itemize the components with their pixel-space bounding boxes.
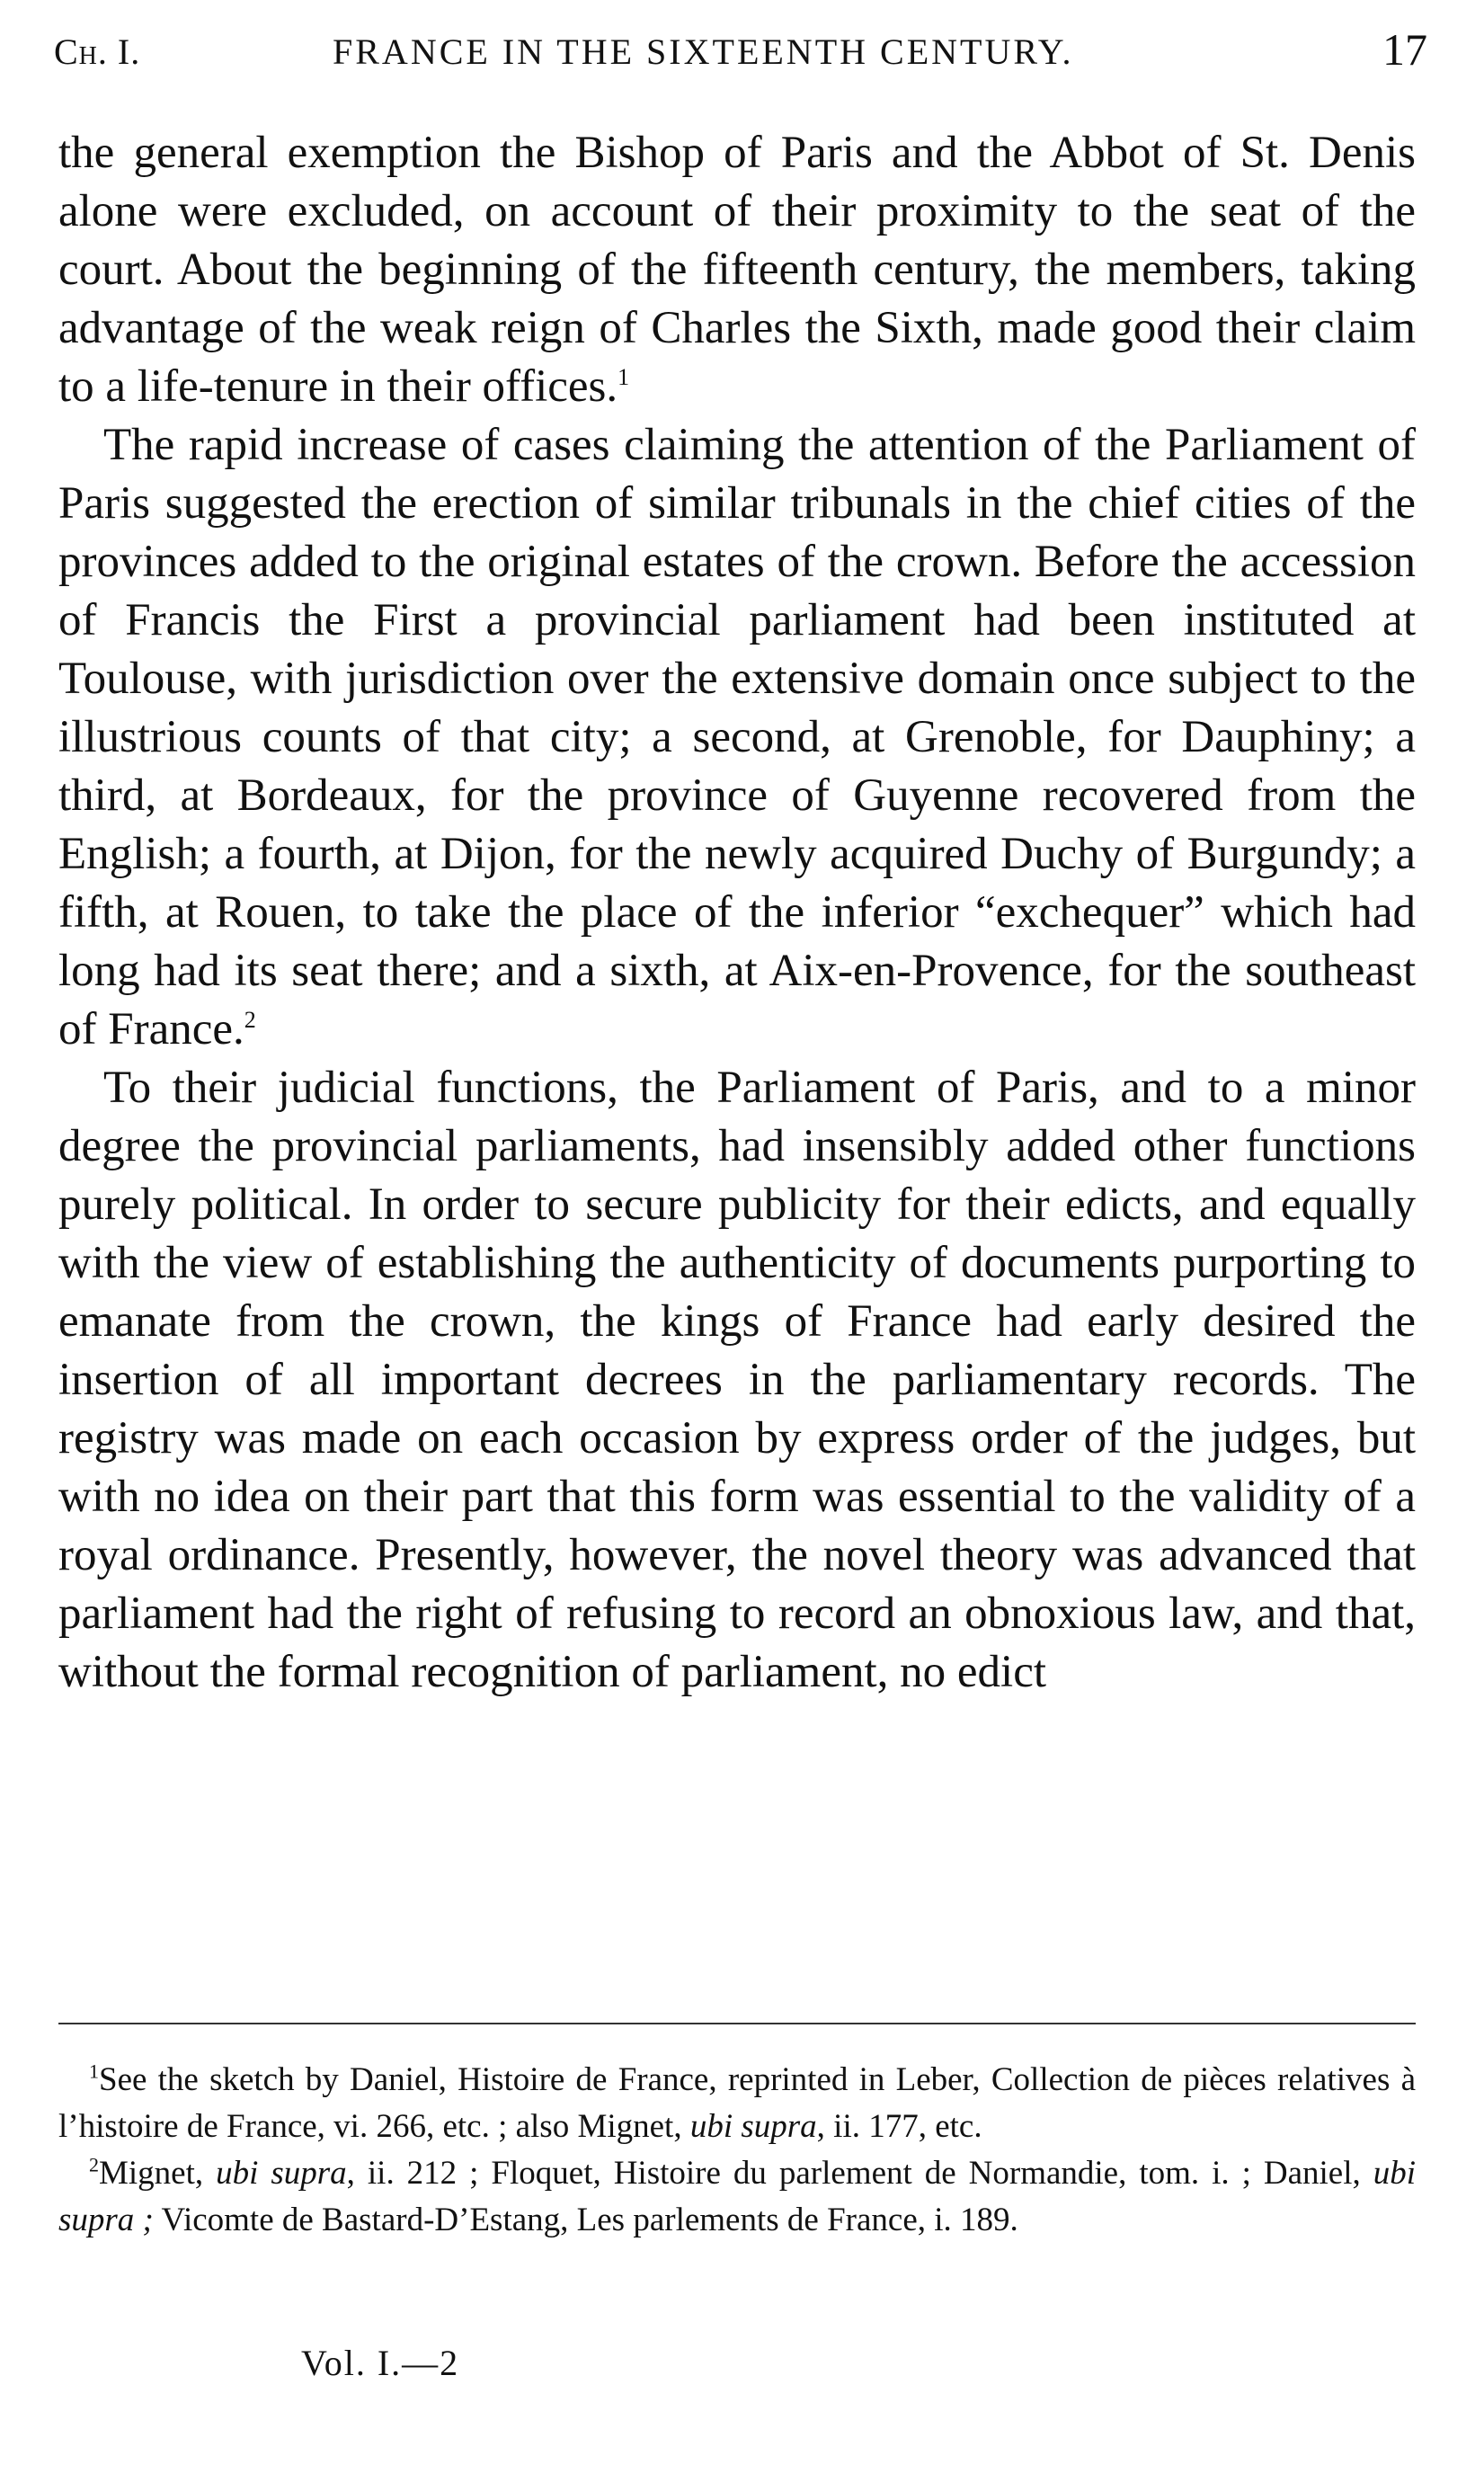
footnote-ref-2: 2 <box>244 1007 256 1033</box>
paragraph-2-text-b: the crown. Before the accession of Francis the First a provincial parliament had been instituted at Toulouse, with jurisdiction over the extensive domain once subject to the illustrious counts of that city; a second, at Grenoble, for Dauphiny; a third, at Bordeaux, for the province of Guyenne recovered from the English; a fourth, at Dijon, for the newly acquired Duchy of Burgundy; a fifth, at Rouen, to take the place of the inferior “exchequer” which had long had its seat there; and a sixth, at Aix-en-Provence, for the southeast of France. <box>58 537 1416 1054</box>
footnote-text: , ii. 177, etc. <box>816 2108 982 2145</box>
footnote-italic: ubi supra <box>216 2155 347 2192</box>
footnote-rule <box>58 2023 1416 2024</box>
running-header <box>54 23 1438 81</box>
paragraph-3-text-b: other functions purely political. In order to secure publicity for their edicts, and equally with the view of establishing the authenticity of documents purporting to emanate from the crown, the kings of France had early desired the insertion of all important decrees in the parliamentary records. The registry was made on each occasion by express order of the judges, but with no idea on their part that this form was essential to the validity of a royal ordinance. Presently, however, the novel theory was advanced that parliament had the right of refusing to record an obnoxious law, and that, without the formal recognition of parliament, no edict <box>58 1121 1416 1697</box>
footnote-mark: 1 <box>89 2060 99 2083</box>
footnote-ref-1: 1 <box>618 364 630 390</box>
paragraph-1-text: the general exemption the Bishop of Paris and the Abbot of St. Denis alone were excluded, on account of their proximity to the seat of the court. About the beginning of the fifteenth century, the members, taking advantage of the weak reign of Charles the Sixth, made good their claim to a life-tenure in their offices. <box>58 128 1416 412</box>
footnote-1 <box>58 2057 1416 2150</box>
signature-mark: Vol. I.—2 <box>301 2343 460 2383</box>
footnote-text: Vicomte de Bastard-D’Estang, Les parlements de France, i. 189. <box>153 2202 1018 2238</box>
running-title: FRANCE IN THE SIXTEENTH CENTURY. <box>333 31 1074 72</box>
chapter-label: Ch. I. <box>54 31 141 72</box>
footnote-text: See the sketch by Daniel, Histoire de France, reprinted in Leber, Collection de pièces relatives à l’histoire de France, vi. 266, etc. ; also Mignet, <box>58 2061 1416 2145</box>
main-text <box>58 124 1416 1702</box>
footnote-text: Mignet, <box>99 2155 217 2192</box>
paragraph-2-text-a: The rapid increase of cases claiming the attention of the Parliament of Paris suggested the erection of similar tribunals in the chief cities of the provinces added to the original estates of <box>58 420 1416 587</box>
footnote-italic: ubi supra ; <box>58 2155 1417 2238</box>
footnote-mark: 2 <box>89 2153 99 2176</box>
footnote-text: , ii. 212 ; Floquet, Histoire du parlement de Normandie, tom. i. ; Daniel, <box>346 2155 1373 2192</box>
paragraph-2 <box>58 416 1416 1059</box>
page-number: 17 <box>1382 24 1427 75</box>
paragraph-1 <box>58 124 1416 416</box>
paragraph-3-text-a: To their judicial functions, the Parliament of Paris, and to a minor degree the provincial parliaments, had insensibly added <box>58 1063 1416 1171</box>
footnotes <box>58 2057 1416 2244</box>
paragraph-3 <box>58 1059 1416 1702</box>
footnote-italic: ubi supra <box>689 2108 817 2145</box>
footnote-2 <box>58 2150 1416 2244</box>
